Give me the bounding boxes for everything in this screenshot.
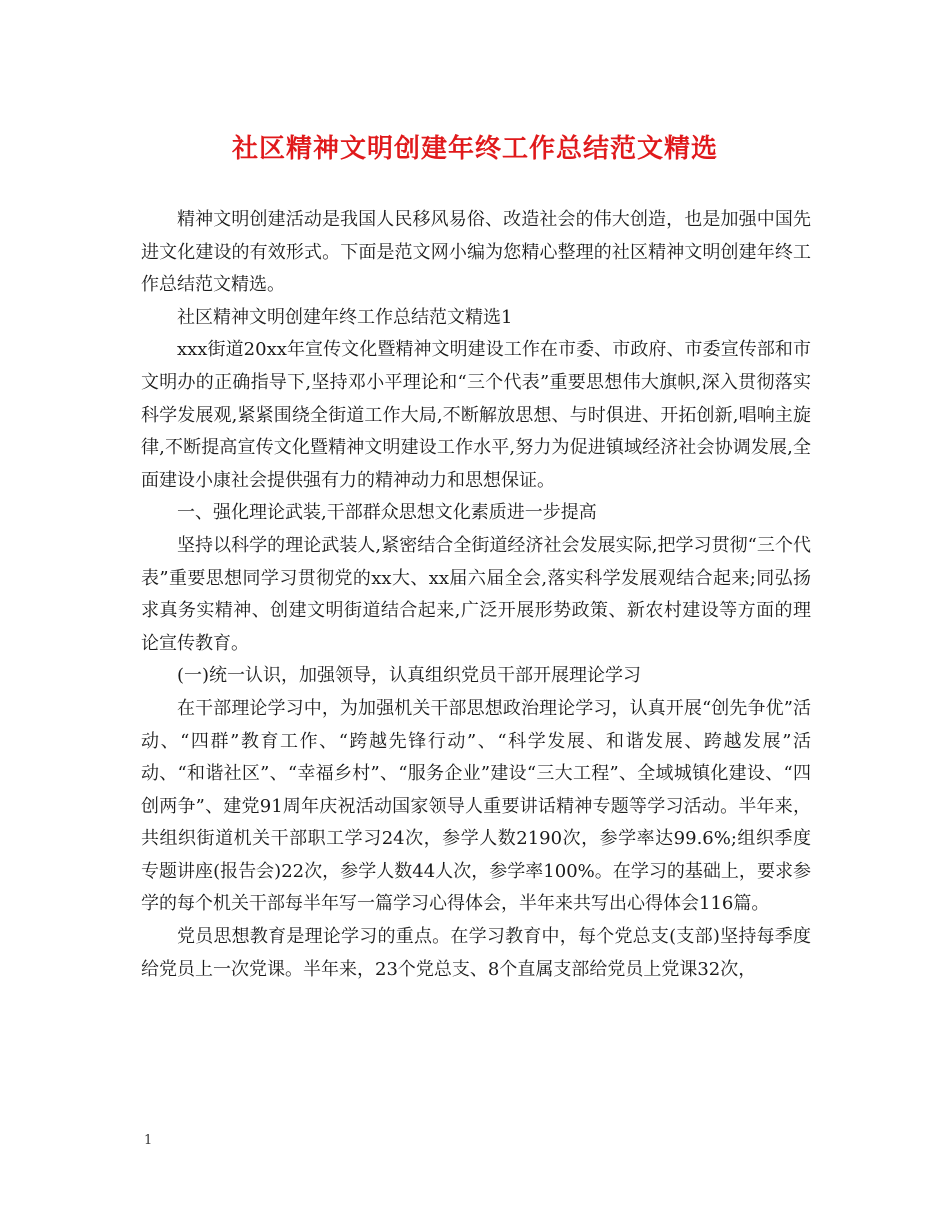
paragraph-subtitle: 社区精神文明创建年终工作总结范文精选1 [177,306,513,328]
document-body [141,204,811,986]
paragraph-party-education: 党员思想教育是理论学习的重点。在学习教育中，每个党总支(支部)坚持每季度给党员上一次党课。半年来，23个党总支、8个直属支部给党员上党课32次， [141,926,811,980]
paragraph-theory: 坚持以科学的理论武装人,紧密结合全街道经济社会发展实际,把学习贯彻“三个代表”重要思想同学习贯彻党的xx大、xx届六届全会,落实科学发展观结合起来;同弘扬求真务实精神、创建文明街道结合起来,广泛开展形势政策、新农村建设等方面的理论宣传教育。 [141,534,811,654]
paragraph-heading-1: 一、强化理论武装,干部群众思想文化素质进一步提高 [177,502,597,524]
paragraph-overview: xxx街道20xx年宣传文化暨精神文明建设工作在市委、市政府、市委宣传部和市文明办的正确指导下,坚持邓小平理论和“三个代表”重要思想伟大旗帜,深入贯彻落实科学发展观,紧紧围绕全街道工作大局,不断解放思想、与时俱进、开拓创新,唱响主旋律,不断提高宣传文化暨精神文明建设工作水平,努力为促进镇域经济社会协调发展,全面建设小康社会提供强有力的精神动力和思想保证。 [141,339,811,491]
paragraph-cadre-study: 在干部理论学习中，为加强机关干部思想政治理论学习，认真开展“创先争优”活动、“四群”教育工作、“跨越先锋行动”、“科学发展、和谐发展、跨越发展”活动、“和谐社区”、“幸福乡村”、“服务企业”建设“三大工程”、全域城镇化建设、“四创两争”、建党91周年庆祝活动国家领导人重要讲话精神专题等学习活动。半年来，共组织街道机关干部职工学习24次，参学人数2190次，参学率达99.6%;组织季度专题讲座(报告会)22次，参学人数44人次，参学率100%。在学习的基础上，要求参学的每个机关干部每半年写一篇学习心得体会，半年来共写出心得体会116篇。 [141,697,811,915]
page-number: 1 [144,1133,153,1148]
paragraph-heading-1-1: (一)统一认识，加强领导，认真组织党员干部开展理论学习 [177,665,642,687]
paragraph-intro: 精神文明创建活动是我国人民移风易俗、改造社会的伟大创造，也是加强中国先进文化建设的有效形式。下面是范文网小编为您精心整理的社区精神文明创建年终工作总结范文精选。 [141,209,811,296]
document-title: 社区精神文明创建年终工作总结范文精选 [231,134,718,164]
